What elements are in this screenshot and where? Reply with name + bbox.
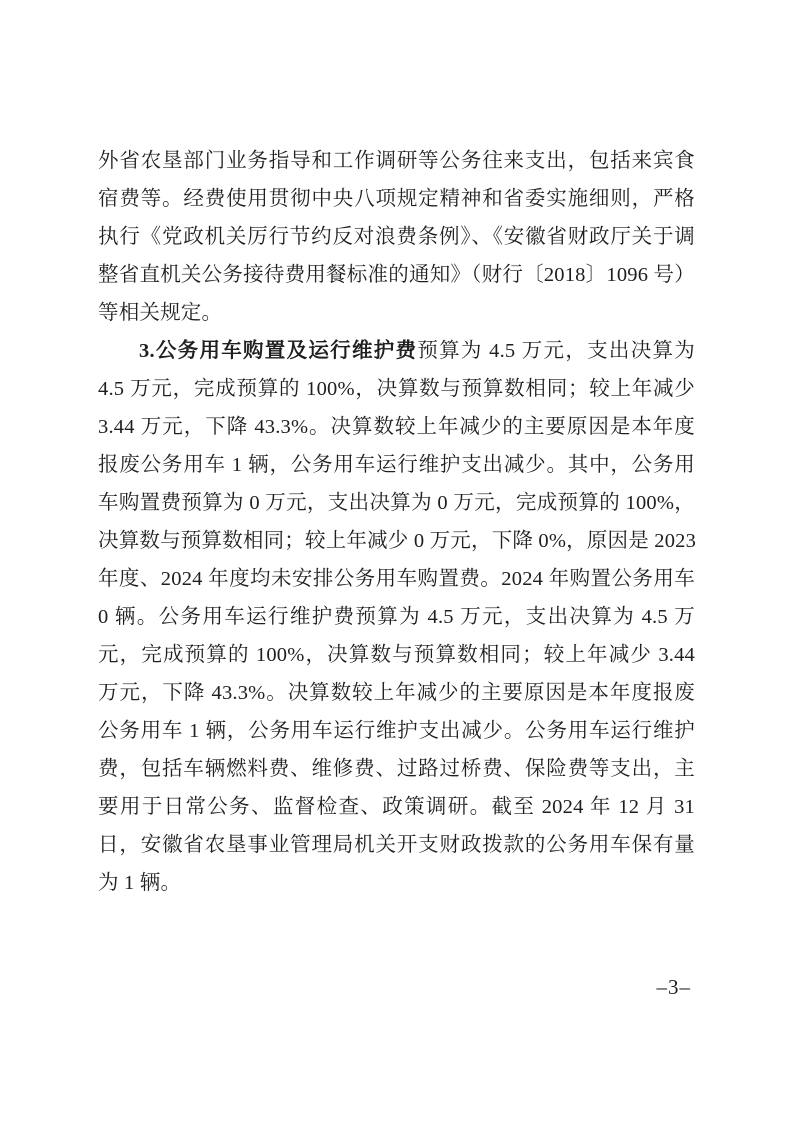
text-line: 年度、2024 年度均未安排公务用车购置费。2024 年购置公务用车 <box>98 568 695 590</box>
text-line: 执行《党政机关厉行节约反对浪费条例》、《安徽省财政厅关于调 <box>98 226 695 248</box>
text-line: 等相关规定。 <box>98 302 223 324</box>
text-line: 元，完成预算的 100%，决算数与预算数相同；较上年减少 3.44 <box>98 644 695 666</box>
text-line: 0 辆。公务用车运行维护费预算为 4.5 万元，支出决算为 4.5 万 <box>98 606 695 628</box>
text-line: 公务用车 1 辆，公务用车运行维护支出减少。公务用车运行维护 <box>98 720 695 742</box>
text-line <box>98 332 695 370</box>
text-line: 决算数与预算数相同；较上年减少 0 万元，下降 0%，原因是 2023 <box>98 530 697 552</box>
text-segment: 预算为 4.5 万元，支出决算为 <box>417 340 695 362</box>
section-heading: 3.公务用车购置及运行维护费 <box>139 340 418 362</box>
text-line: 日，安徽省农垦事业管理局机关开支财政拨款的公务用车保有量 <box>98 834 695 856</box>
text-line: 要用于日常公务、监督检查、政策调研。截至 2024 年 12 月 31 <box>98 796 695 818</box>
document-body <box>98 142 695 902</box>
text-line: 宿费等。经费使用贯彻中央八项规定精神和省委实施细则，严格 <box>98 188 695 210</box>
text-line: 4.5 万元，完成预算的 100%，决算数与预算数相同；较上年减少 <box>98 378 695 400</box>
text-line: 万元，下降 43.3%。决算数较上年减少的主要原因是本年度报废 <box>98 682 695 704</box>
text-line: 3.44 万元，下降 43.3%。决算数较上年减少的主要原因是本年度 <box>98 416 695 438</box>
text-line: 费，包括车辆燃料费、维修费、过路过桥费、保险费等支出，主 <box>98 758 695 780</box>
text-line: 整省直机关公务接待费用餐标准的通知》（财行〔2018〕1096 号） <box>98 264 695 286</box>
text-line: 为 1 辆。 <box>98 872 182 894</box>
text-line: 车购置费预算为 0 万元，支出决算为 0 万元，完成预算的 100%， <box>98 492 695 514</box>
page-number: –3– <box>656 975 691 999</box>
text-line: 外省农垦部门业务指导和工作调研等公务往来支出，包括来宾食 <box>98 150 695 172</box>
text-line: 报废公务用车 1 辆，公务用车运行维护支出减少。其中，公务用 <box>98 454 695 476</box>
